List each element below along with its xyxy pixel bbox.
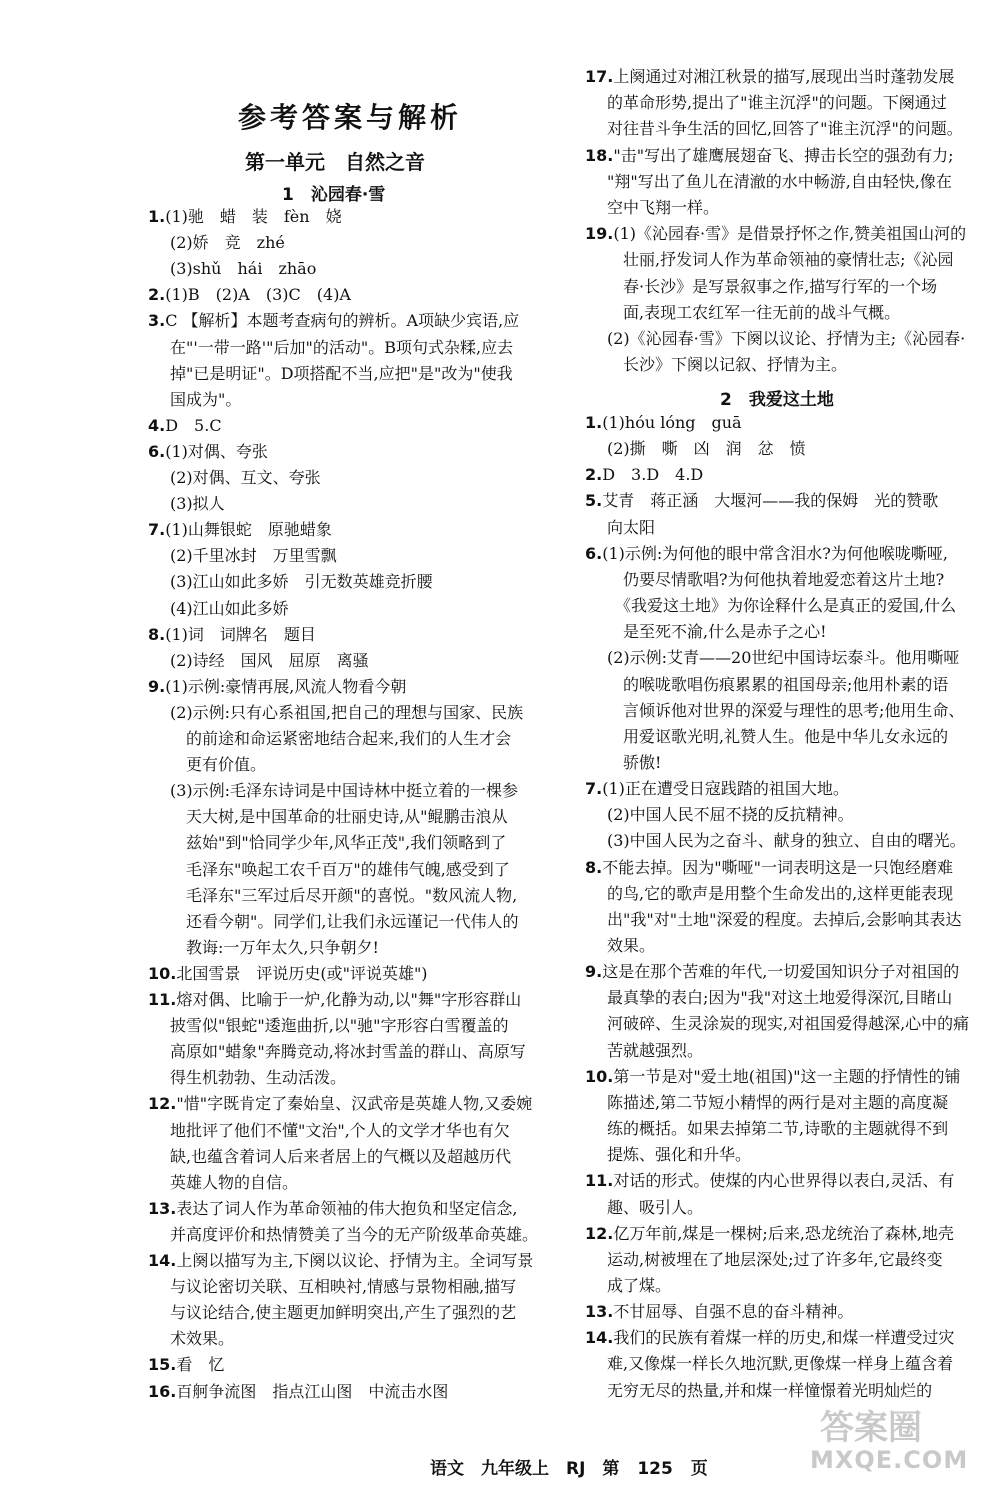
answer-line <box>607 438 806 460</box>
answer-text: (3)shǔ hái zhāo <box>170 259 317 279</box>
page-footer: 语文 九年级上 RJ 第 125 页 <box>430 1459 708 1479</box>
lesson-title-2: 2 我爱这土地 <box>720 390 834 410</box>
question-number: 8. <box>585 857 603 877</box>
question-number: 19. <box>585 224 614 244</box>
answer-line <box>607 276 937 298</box>
question-number: 3. <box>148 311 166 331</box>
answer-text: 看 忆 <box>176 1355 225 1375</box>
answer-text: (1)正在遭受日寇践踏的祖国大地。 <box>602 779 849 799</box>
answer-line <box>170 1067 346 1089</box>
answer-text: 教诲:一万年太久,只争朝夕! <box>170 937 379 957</box>
answer-line <box>148 1354 224 1376</box>
answer-text: 在"'一带一路'"后加"的活动"。B项句式杂糅,应去 <box>170 337 514 357</box>
answer-text: (2)诗经 国风 屈原 离骚 <box>170 650 369 670</box>
answer-line <box>607 1092 948 1114</box>
question-number: 12. <box>148 1094 177 1114</box>
answer-line <box>607 1013 969 1035</box>
question-number: 2. <box>148 285 166 305</box>
answer-line <box>170 545 337 567</box>
answer-line <box>585 1066 961 1088</box>
answer-line <box>170 598 289 620</box>
answer-text: 运动,树被埋在了地层深处;过了许多年,它最终变 <box>607 1249 943 1269</box>
answer-text: "翔"写出了鱼儿在清澈的水中畅游,自由轻快,像在 <box>607 171 952 191</box>
answer-line <box>585 1223 954 1245</box>
question-number: 14. <box>585 1328 614 1348</box>
answer-text: 长沙》下阕以记叙、抒情为主。 <box>607 355 848 375</box>
answer-text: 无穷无尽的热量,并和煤一样憧憬着光明灿烂的 <box>607 1380 933 1400</box>
question-number: 18. <box>585 145 614 165</box>
answer-line <box>585 961 959 983</box>
question-number: 10. <box>148 963 177 983</box>
answer-line <box>170 728 511 750</box>
question-number: 6. <box>148 441 166 461</box>
answer-line <box>585 223 966 245</box>
answer-line <box>607 621 827 643</box>
answer-text: (1)示例:为何他的眼中常含泪水?为何他喉咙嘶哑, <box>602 543 948 563</box>
answer-line <box>148 415 222 437</box>
answer-text: 空中飞翔一样。 <box>607 198 720 217</box>
answer-line <box>607 987 952 1009</box>
answer-text: 不甘屈辱、自强不息的奋斗精神。 <box>613 1302 854 1322</box>
answer-line <box>148 963 428 985</box>
answer-line <box>170 754 266 776</box>
answer-line <box>607 92 947 114</box>
answer-line <box>607 830 966 852</box>
answer-text: (1)示例:豪情再展,风流人物看今朝 <box>165 676 407 696</box>
answer-line <box>607 1144 751 1166</box>
answer-text: C 【解析】本题考查病句的辨析。A项缺少宾语,应 <box>165 311 520 331</box>
answer-line <box>148 989 521 1011</box>
answer-text: (2)撕 嘶 凶 润 忿 愤 <box>607 439 806 459</box>
answer-text: (1)B (2)A (3)C (4)A <box>165 285 351 305</box>
answer-text: 苦就越强烈。 <box>607 1040 704 1060</box>
question-number: 16. <box>148 1381 177 1401</box>
answer-text: 我们的民族有着煤一样的历史,和煤一样遭受过灾 <box>613 1328 955 1348</box>
answer-text: 用爱讴歌光明,礼赞人生。他是中华儿女永远的 <box>607 726 949 746</box>
answer-text: 毛泽东"唤起工农千百万"的雄伟气魄,感受到了 <box>170 859 510 879</box>
answer-line <box>170 1302 516 1324</box>
answer-line <box>170 911 518 933</box>
answer-line <box>170 1041 526 1063</box>
answer-text: (2)示例:只有心系祖国,把自己的理想与国家、民族 <box>170 702 524 722</box>
answer-text: (3)中国人民为之奋斗、献身的独立、自由的曙光。 <box>607 831 966 851</box>
answer-text: (1)《沁园春·雪》是借景抒怀之作,赞美祖国山河的 <box>613 224 967 244</box>
question-number: 6. <box>585 543 603 563</box>
answer-text: 第一节是对"爱土地(祖国)"这一主题的抒情性的铺 <box>613 1066 961 1086</box>
question-number: 1. <box>148 207 166 226</box>
answer-line <box>170 859 510 881</box>
answer-line <box>170 337 513 359</box>
answer-text: 面,表现工农红军一往无前的战斗气概。 <box>607 302 901 322</box>
answer-text: D 3.D 4.D <box>602 465 704 485</box>
question-number: 10. <box>585 1066 614 1086</box>
answer-text: (3)拟人 <box>170 494 225 514</box>
page-title: 参考答案与解析 <box>238 101 463 134</box>
answer-line <box>585 543 948 565</box>
answer-text: 的鸟,它的歌声是用整个生命发出的,这样更能表现 <box>607 883 954 903</box>
answer-text: 毛泽东"三军过后尽开颜"的喜悦。"数风流人物, <box>170 885 518 905</box>
answer-line <box>607 328 965 350</box>
answer-line <box>607 700 964 722</box>
answer-text: 最真挚的表白;因为"我"对这土地爱得深沉,目睹山 <box>607 988 953 1008</box>
question-number: 14. <box>148 1251 177 1270</box>
answer-line <box>170 702 523 724</box>
answer-text: 掉"已是明证"。D项搭配不当,应把"是"改为"使我 <box>170 363 513 383</box>
answer-text: 还看今朝"。同学们,让我们永远谨记一代伟人的 <box>170 911 519 931</box>
answer-line <box>170 258 316 280</box>
answer-line <box>585 1301 853 1323</box>
answer-text: (2)千里冰封 万里雪飘 <box>170 546 337 566</box>
question-number: 17. <box>585 67 614 86</box>
answer-text: 表达了词人作为革命领袖的伟大抱负和坚定信念, <box>176 1198 518 1218</box>
answer-text: 效果。 <box>607 936 656 955</box>
answer-line <box>170 571 433 593</box>
answer-line <box>607 647 959 669</box>
answer-line <box>607 1353 953 1375</box>
question-number: 8. <box>148 624 166 644</box>
answer-line <box>585 857 953 879</box>
answer-text: 壮丽,抒发词人作为革命领袖的豪情壮志;《沁园 <box>607 250 954 270</box>
answer-text: (1)对偶、夸张 <box>165 441 268 461</box>
answer-text: 与议论结合,使主题更加鲜明突出,产生了强烈的艺 <box>170 1303 517 1323</box>
answer-text: (3)示例:毛泽东诗词是中国诗林中挺立着的一棵参 <box>170 781 519 801</box>
answer-line <box>170 1224 538 1246</box>
answer-text: 得生机勃勃、生动活泼。 <box>170 1068 347 1088</box>
question-number: 2. <box>585 465 603 485</box>
question-number: 4. <box>148 415 166 435</box>
answer-line <box>148 1198 517 1220</box>
answer-line <box>585 1170 954 1192</box>
answer-text: 英雄人物的自信。 <box>170 1172 299 1192</box>
answer-line <box>607 354 847 376</box>
answer-line <box>607 1197 703 1219</box>
answer-line <box>607 118 963 140</box>
answer-line <box>170 885 517 907</box>
answer-line <box>607 752 661 774</box>
answer-line <box>148 310 519 332</box>
answer-line <box>607 569 944 591</box>
answer-text: 术效果。 <box>170 1329 235 1349</box>
answer-text: 披雪似"银蛇"逶迤曲折,以"驰"字形容白雪覆盖的 <box>170 1016 509 1036</box>
answer-text: 这是在那个苦难的年代,一切爱国知识分子对祖国的 <box>602 962 960 982</box>
answer-text: 对话的形式。使煤的内心世界得以表白,灵活、有 <box>613 1171 955 1191</box>
answer-line <box>148 1093 532 1115</box>
answer-line <box>607 197 719 219</box>
watermark-url: MXQE.COM <box>810 1446 969 1474</box>
answer-text: 更有价值。 <box>170 755 267 775</box>
answer-text: 的喉咙歌唱伤痕累累的祖国母亲;他用朴素的语 <box>607 674 949 694</box>
answer-text: 是至死不渝,什么是赤子之心! <box>607 622 827 642</box>
question-number: 9. <box>148 676 166 696</box>
unit-title: 第一单元 自然之音 <box>245 150 425 174</box>
answer-line <box>607 302 900 324</box>
answer-line <box>607 1249 943 1271</box>
question-number: 7. <box>585 779 603 799</box>
answer-text: 《我爱这土地》为你诠释什么是真正的爱国,什么 <box>607 596 957 616</box>
answer-text: "惜"字既肯定了秦始皇、汉武帝是英雄人物,又委婉 <box>176 1094 533 1114</box>
answer-text: (2)《沁园春·雪》下阕以议论、抒情为主;《沁园春· <box>607 329 966 348</box>
answer-text: D 5.C <box>165 415 222 435</box>
answer-text: 成了煤。 <box>607 1275 672 1295</box>
answer-text: 北国雪景 评说历史(或"评说英雄") <box>176 963 428 983</box>
answer-text: 国成为"。 <box>170 389 242 409</box>
answer-line <box>170 389 241 411</box>
answer-line <box>170 1172 298 1194</box>
answer-line <box>170 1328 234 1350</box>
answer-text: 上阕以描写为主,下阕以议论、抒情为主。全词写景 <box>176 1251 534 1270</box>
answer-line <box>170 832 506 854</box>
answer-text: 趣、吸引人。 <box>607 1197 704 1217</box>
answer-text: 难,又像煤一样长久地沉默,更像煤一样身上蕴含着 <box>607 1354 954 1374</box>
answer-text: 河破碎、生灵涂炭的现实,对祖国爱得越深,心中的痛 <box>607 1014 970 1034</box>
question-number: 13. <box>148 1198 177 1218</box>
answer-line <box>170 467 321 489</box>
answer-line <box>170 1146 511 1168</box>
answer-line <box>607 909 962 931</box>
answer-line <box>170 493 225 515</box>
question-number: 7. <box>148 520 166 540</box>
answer-text: 亿万年前,煤是一棵树;后来,恐龙统治了森林,地壳 <box>613 1223 954 1243</box>
answer-line <box>607 804 854 826</box>
answer-text: 兹始"到"恰同学少年,风华正茂",我们领略到了 <box>170 833 507 853</box>
answer-line <box>607 935 655 957</box>
answer-line <box>170 650 369 672</box>
answer-line <box>607 171 952 193</box>
answer-line <box>607 517 655 539</box>
answer-line <box>148 676 406 698</box>
answer-line <box>148 1250 533 1272</box>
answer-line <box>585 1327 954 1349</box>
question-number: 5. <box>585 491 603 511</box>
question-number: 15. <box>148 1355 177 1375</box>
answer-line <box>607 249 953 271</box>
answer-line <box>170 1015 509 1037</box>
answer-text: 天大树,是中国革命的壮丽史诗,从"鲲鹏击浪从 <box>170 807 508 827</box>
answer-text: 提炼、强化和升华。 <box>607 1145 752 1165</box>
answer-text: 仍要尽情歌唱?为何他执着地爱恋着这片土地? <box>607 569 945 589</box>
answer-line <box>607 1118 948 1140</box>
lesson-title-1: 1 沁园春·雪 <box>282 185 386 205</box>
question-number: 13. <box>585 1302 614 1322</box>
answer-text: 缺,也蕴含着词人后来者居上的气概以及超越历代 <box>170 1146 512 1166</box>
answer-line <box>170 937 379 959</box>
answer-line <box>148 284 351 306</box>
answer-line <box>607 726 948 748</box>
answer-text: (4)江山如此多娇 <box>170 598 289 618</box>
answer-text: 向太阳 <box>607 517 656 537</box>
question-number: 12. <box>585 1223 614 1243</box>
answer-text: 对往昔斗争生活的回忆,回答了"谁主沉浮"的问题。 <box>607 119 963 139</box>
answer-line <box>585 778 849 800</box>
answer-line <box>170 232 285 254</box>
answer-text: 百舸争流图 指点江山图 中流击水图 <box>176 1381 449 1401</box>
answer-text: 地批评了他们不懂"文治",个人的文学才华也有欠 <box>170 1120 510 1140</box>
answer-line <box>170 1276 516 1298</box>
answer-line <box>607 595 956 617</box>
answer-text: 出"我"对"土地"深爱的程度。去掉后,会影响其表达 <box>607 909 962 929</box>
question-number: 1. <box>585 413 603 432</box>
answer-line <box>148 624 316 646</box>
answer-line <box>148 1381 448 1403</box>
answer-text: 练的概括。如果去掉第二节,诗歌的主题就得不到 <box>607 1119 949 1139</box>
answer-text: 言倾诉他对世界的深爱与理性的思考;他用生命、 <box>607 700 965 720</box>
answer-text: 与议论密切关联、互相映衬,情感与景物相融,描写 <box>170 1277 517 1297</box>
answer-line <box>170 1120 510 1142</box>
answer-line <box>607 1380 932 1402</box>
answer-line <box>148 519 332 541</box>
answer-text: 艾青 蒋正涵 大堰河——我的保姆 光的赞歌 <box>602 491 939 511</box>
answer-text: 的前途和命运紧密地结合起来,我们的人生才会 <box>170 729 512 748</box>
answer-text: (2)示例:艾青——20世纪中国诗坛泰斗。他用嘶哑 <box>607 648 960 668</box>
answer-text: (1)驰 蜡 装 fèn 娆 <box>165 207 342 226</box>
answer-text: (2)娇 竞 zhé <box>170 233 285 253</box>
answer-line <box>607 883 953 905</box>
answer-line <box>148 206 342 228</box>
answer-line <box>585 490 938 512</box>
watermark-logo: 答案圈 <box>820 1408 922 1448</box>
answer-line <box>585 412 742 434</box>
answer-text: (3)江山如此多娇 引无数英雄竞折腰 <box>170 572 433 592</box>
answer-text: 春·长沙》是写景叙事之作,描写行军的一个场 <box>607 276 938 296</box>
answer-line <box>607 1275 671 1297</box>
answer-line <box>585 145 953 167</box>
answer-line <box>170 806 508 828</box>
answer-line <box>170 363 513 385</box>
answer-text: (2)对偶、互文、夸张 <box>170 468 321 487</box>
answer-line <box>607 674 948 696</box>
question-number: 11. <box>585 1171 614 1191</box>
answer-text: 高原如"蜡象"奔腾竞动,将冰封雪盖的群山、高原写 <box>170 1042 526 1062</box>
answer-line <box>585 66 954 88</box>
question-number: 11. <box>148 990 177 1009</box>
answer-text: (1)hóu lóng guā <box>602 413 742 432</box>
answer-text: 陈描述,第二节短小精悍的两行是对主题的高度凝 <box>607 1092 949 1112</box>
answer-text: 并高度评价和热情赞美了当今的无产阶级革命英雄。 <box>170 1224 539 1244</box>
answer-text: 不能去掉。因为"嘶哑"一词表明这是一只饱经磨难 <box>602 857 953 877</box>
answer-line <box>607 1040 703 1062</box>
answer-line <box>170 780 518 802</box>
answer-line <box>148 441 268 463</box>
answer-line <box>585 464 703 486</box>
answer-text: (1)山舞银蛇 原驰蜡象 <box>165 520 332 540</box>
answer-text: 的革命形势,提出了"谁主沉浮"的问题。下阕通过 <box>607 93 947 113</box>
answer-text: (1)词 词牌名 题目 <box>165 624 316 644</box>
watermark <box>790 1400 990 1486</box>
answer-text: 骄傲! <box>607 752 662 772</box>
question-number: 9. <box>585 962 603 982</box>
answer-text: "击"写出了雄鹰展翅奋飞、搏击长空的强劲有力; <box>613 145 954 165</box>
answer-text: 上阕通过对湘江秋景的描写,展现出当时蓬勃发展 <box>613 67 955 86</box>
answer-text: 熔对偶、比喻于一炉,化静为动,以"舞"字形容群山 <box>176 990 522 1009</box>
answer-text: (2)中国人民不屈不挠的反抗精神。 <box>607 805 854 825</box>
